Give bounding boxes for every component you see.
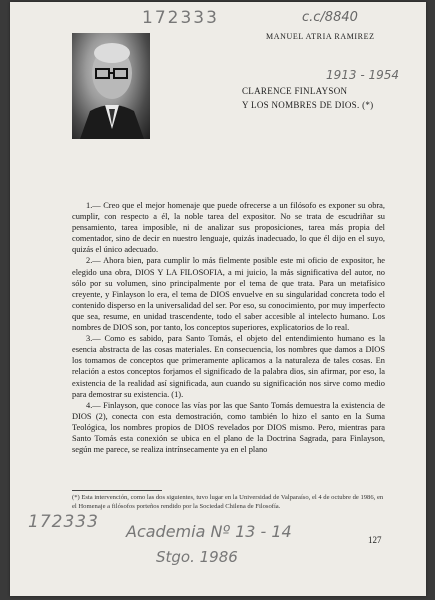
document-page: [10, 2, 426, 596]
footnote-divider: [72, 490, 162, 491]
article-body: [72, 200, 385, 455]
handwritten-catalog-number-bottom: 172333: [28, 512, 99, 532]
paragraph-2: 2.— Ahora bien, para cumplir lo más fielmente posible este mi oficio de expositor, he elegido una obra, DIOS Y LA FILOSOFIA, a mi juicio, la más significativa del autor, no sólo por su volumen, sino principalmente por el tema de que trata. Para un metafísico creyente, y Finlayson lo era, el tema de DIOS envuelve en su singularidad concreta todo el contenido disperso en la universalidad del ser. Por eso, su conocimiento, por muy imperfecto que sea, resume, en unidad trascendente, todo el saber accesible al intelecto humano. Los nombres de DIOS son, por tanto, los conceptos superiores, explicatorios de lo real.: [72, 256, 385, 333]
handwritten-source-line-2: Stgo. 1986: [156, 548, 238, 566]
author-photo: [72, 33, 150, 139]
paragraph-1: 1.— Creo que el mejor homenaje que puede ofrecerse a un filósofo es exponer su obra, cumplir, con respecto a él, la noble tarea del expositor. No se trata de escudriñar su pensamiento, tarea imposible, ni de analizar sus proposiciones, tarea más propia del comentador, sino de decir en nuestro lenguaje, quizás inadecuado, lo que él dijo en el suyo, quizás el único adecuado.: [72, 201, 385, 255]
article-title: [242, 84, 373, 112]
footnote: (*) Esta intervención, como las dos siguientes, tuvo lugar en la Universidad de Valparaíso, el 4 de octubre de 1986, en el Homenaje a filósofos porteños rendido por la Sociedad Chilena de Filosofía.: [72, 494, 384, 510]
handwritten-reference: c.c/8840: [302, 10, 358, 25]
paragraph-4: 4.— Finlayson, que conoce las vías por las que Santo Tomás demuestra la existencia de DIOS (2), conecta con esta demostración, como también lo hizo el santo en la Suma Teológica, los nombres propios de DIOS revelados por DIOS mismo. Pero, mientras para Santo Tomás esta conexión se ubica en el plano de la Doctrina Sagrada, para Finlayson, según me parece, se realiza intrínsecamente ya en el plano: [72, 400, 385, 455]
title-line-1: CLARENCE FINLAYSON: [242, 86, 348, 96]
paragraph-3: 3.— Como es sabido, para Santo Tomás, el objeto del entendimiento humano es la esencia abstracta de las cosas materiales. En consecuencia, los nombres que damos a DIOS los tomamos de conceptos que primeramente aplicamos a la naturaleza de tales cosas. En relación a estos conceptos forjamos el significado de la palabra dios, sin afirmar, por eso, la existencia de la realidad así significada, aun cuando su significación nos sirve como medio para demostrar su existencia. (1).: [72, 334, 385, 399]
handwritten-catalog-number: 172333: [142, 8, 219, 28]
handwritten-years: 1913 - 1954: [326, 68, 400, 82]
handwritten-source-line-1: Academia Nº 13 - 14: [126, 522, 292, 541]
author-name: MANUEL ATRIA RAMIREZ: [266, 32, 375, 41]
page-number: 127: [368, 535, 382, 545]
title-line-2: Y LOS NOMBRES DE DIOS. (*): [242, 100, 374, 110]
